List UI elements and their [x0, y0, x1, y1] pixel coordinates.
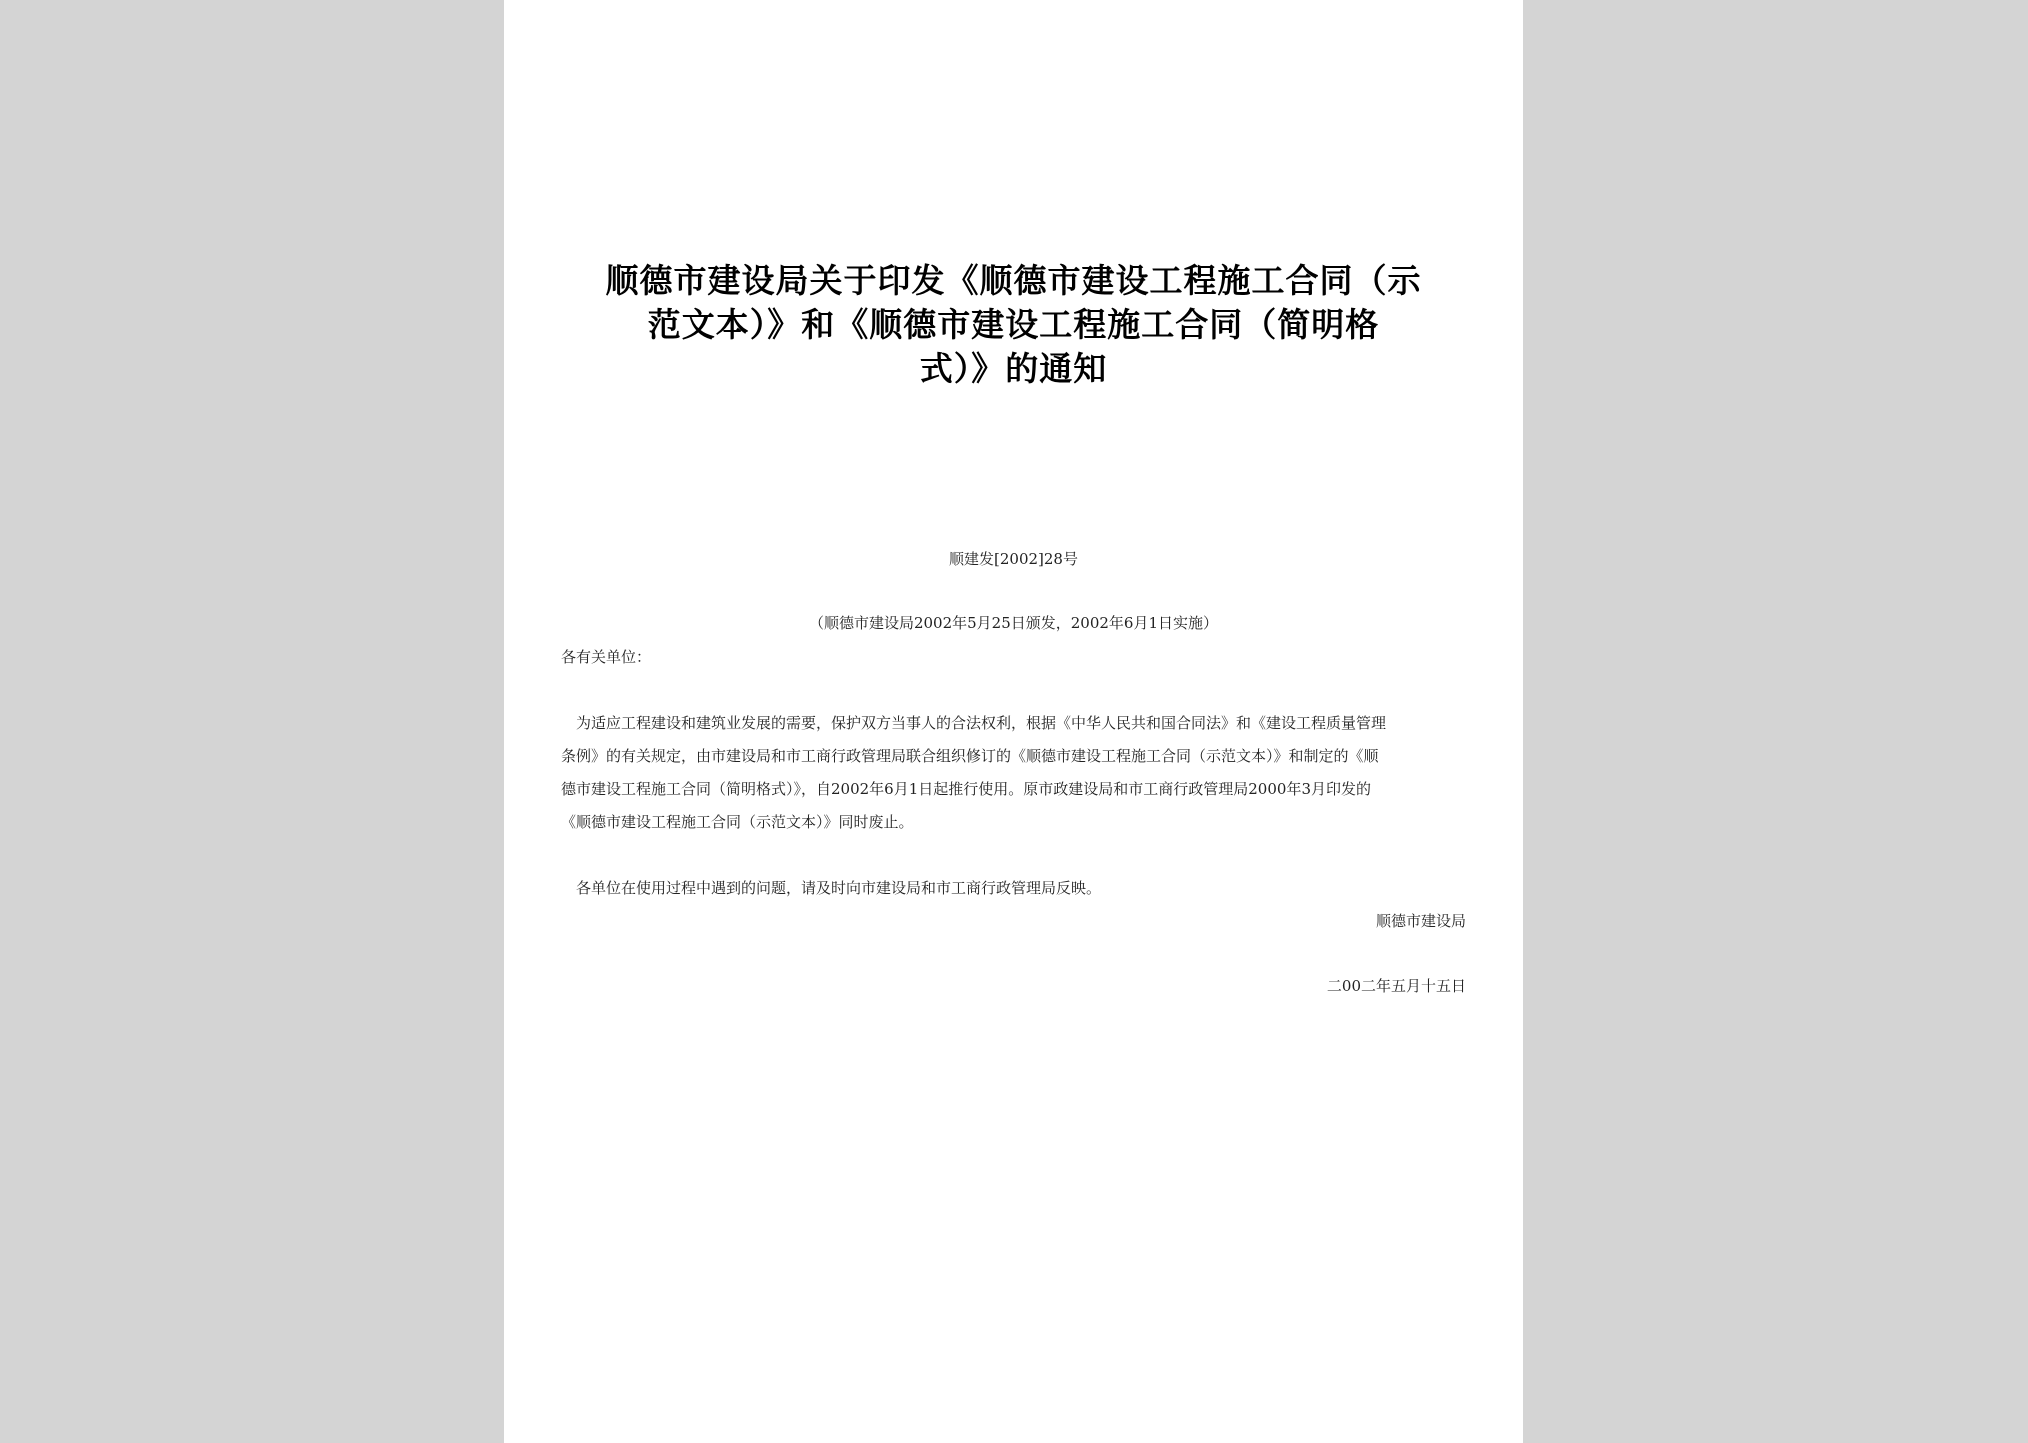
title-line: 顺德市建设局关于印发《顺德市建设工程施工合同（示	[605, 261, 1422, 300]
signature-organization: 顺德市建设局	[1375, 912, 1466, 930]
paragraph-line: 德市建设工程施工合同（简明格式）》，自2002年6月1日起推行使用。原市政建设局和市工商行政管理局2000年3月印发的	[561, 780, 1371, 798]
salutation: 各有关单位：	[561, 648, 652, 666]
document-title	[564, 259, 1463, 391]
paragraph-line: 条例》的有关规定，由市建设局和市工商行政管理局联合组织修订的《顺德市建设工程施工合同（示范文本）》和制定的《顺	[561, 747, 1379, 765]
title-line: 范文本）》和《顺德市建设工程施工合同（简明格	[647, 305, 1380, 344]
paragraph-line: 为适应工程建设和建筑业发展的需要，保护双方当事人的合法权利，根据《中华人民共和国合同法》和《建设工程质量管理	[576, 714, 1387, 732]
signature-date: 二00二年五月十五日	[1326, 977, 1466, 995]
paragraph-line: 《顺德市建设工程施工合同（示范文本）》同时废止。	[561, 813, 914, 831]
paragraph-line: 各单位在使用过程中遇到的问题，请及时向市建设局和市工商行政管理局反映。	[576, 879, 1102, 897]
title-line: 式）》的通知	[919, 349, 1108, 388]
issued-note: （顺德市建设局2002年5月25日颁发，2002年6月1日实施）	[808, 614, 1219, 632]
document-number: 顺建发[2002]28号	[949, 550, 1078, 568]
body-paragraph-1	[561, 707, 1469, 839]
body-paragraph-2	[561, 872, 1469, 905]
document-page	[504, 0, 1523, 1443]
